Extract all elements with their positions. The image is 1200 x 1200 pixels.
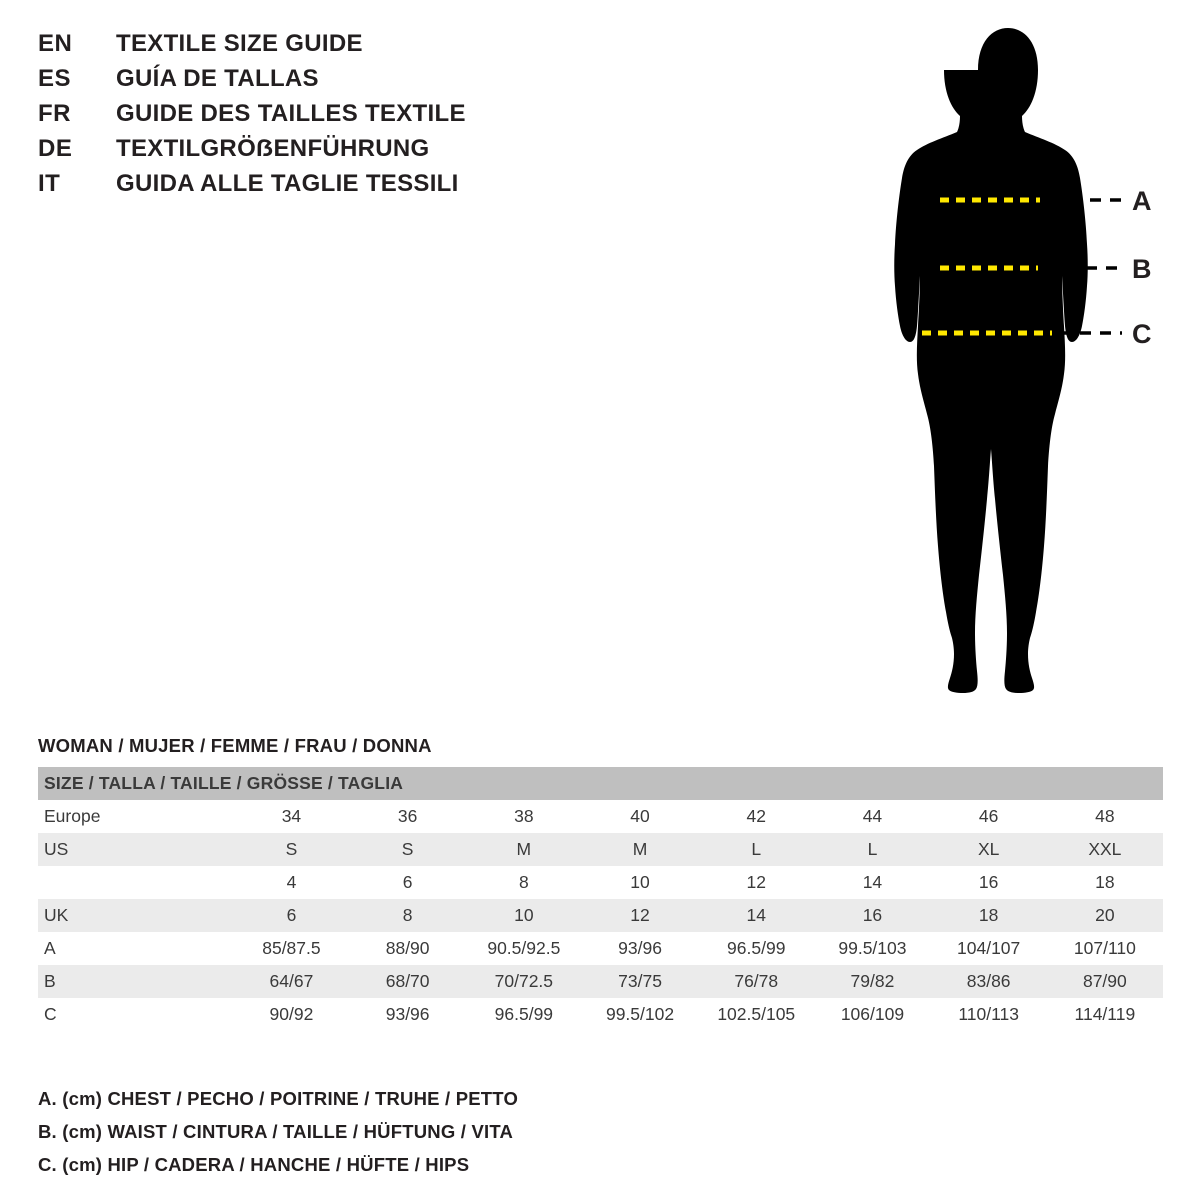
title-block [38, 30, 658, 205]
table-body [38, 800, 1163, 1031]
table-cell: 107/110 [1073, 938, 1136, 958]
title-text-de: TEXTILGRÖẞENFÜHRUNG [116, 135, 430, 162]
size-table [38, 767, 1163, 1031]
table-row [38, 932, 1163, 965]
title-text-fr: GUIDE DES TAILLES TEXTILE [116, 100, 466, 127]
table-cell: L [751, 839, 762, 859]
table-cell: 110/113 [958, 1004, 1019, 1024]
table-cell: 6 [286, 905, 297, 925]
table-row [38, 965, 1163, 998]
table-cell: 12 [630, 905, 650, 925]
table-row [38, 800, 1163, 833]
female-silhouette-icon [894, 28, 1088, 693]
table-cell: 96.5/99 [727, 938, 786, 958]
title-row-it [38, 170, 658, 198]
table-cell: 48 [1095, 806, 1115, 826]
table-cell: 70/72.5 [494, 971, 554, 991]
table-cell: 16 [862, 905, 883, 925]
table-cell: 88/90 [385, 938, 430, 958]
measure-label-a: A [1132, 186, 1152, 216]
table-cell: 18 [1095, 872, 1115, 892]
table-header-label: SIZE / TALLA / TAILLE / GRÖSSE / TAGLIA [44, 773, 404, 793]
title-lang-en: EN [38, 30, 73, 57]
table-cell: 44 [862, 806, 883, 826]
measure-label-b: B [1132, 254, 1152, 284]
table-caption: WOMAN / MUJER / FEMME / FRAU / DONNA [38, 735, 432, 756]
row-label: UK [44, 905, 69, 925]
table-cell: 83/86 [966, 971, 1011, 991]
table-cell: 64/67 [269, 971, 314, 991]
title-lang-it: IT [38, 170, 61, 197]
table-cell: 106/109 [840, 1004, 905, 1024]
table-cell: 104/107 [957, 938, 1021, 958]
table-cell: 42 [746, 806, 766, 826]
table-cell: S [401, 839, 414, 859]
footnote-hip: C. (cm) HIP / CADERA / HANCHE / HÜFTE / HIPS [38, 1154, 470, 1175]
table-cell: 10 [630, 872, 650, 892]
table-cell: 18 [978, 905, 999, 925]
footnote-waist: B. (cm) WAIST / CINTURA / TAILLE / HÜFTUNG / VITA [38, 1121, 514, 1142]
table-cell: 93/96 [385, 1004, 430, 1024]
table-header-row [38, 767, 1163, 800]
table-cell: 99.5/102 [605, 1004, 675, 1024]
table-cell: L [867, 839, 878, 859]
table-cell: XL [977, 839, 1000, 859]
table-cell: 16 [978, 872, 999, 892]
title-row-de [38, 135, 658, 163]
row-label [38, 866, 233, 899]
table-cell: 90/92 [269, 1004, 314, 1024]
row-label: B [44, 971, 56, 991]
measure-label-c: C [1132, 319, 1152, 349]
table-cell: 73/75 [618, 971, 662, 991]
title-text-es: GUÍA DE TALLAS [116, 65, 319, 92]
table-cell: M [516, 839, 532, 859]
table-cell: S [285, 839, 298, 859]
table-cell: 4 [286, 872, 297, 892]
table-cell: 90.5/92.5 [487, 938, 561, 958]
table-cell: M [632, 839, 648, 859]
footnote-chest: A. (cm) CHEST / PECHO / POITRINE / TRUHE / PETTO [38, 1088, 519, 1109]
table-cell: 8 [518, 872, 529, 892]
row-label: Europe [44, 806, 101, 826]
table-cell: 46 [978, 806, 999, 826]
footnotes [38, 1088, 838, 1187]
title-row-fr [38, 100, 658, 128]
table-cell: 114/119 [1074, 1004, 1136, 1024]
table-row [38, 998, 1163, 1031]
table-cell: 14 [862, 872, 883, 892]
table-cell: 93/96 [618, 938, 662, 958]
title-text-en: TEXTILE SIZE GUIDE [116, 30, 363, 57]
title-lang-es: ES [38, 65, 72, 92]
table-cell: 38 [514, 806, 534, 826]
table-cell: 8 [402, 905, 413, 925]
table-cell: 87/90 [1082, 971, 1127, 991]
table-row [38, 899, 1163, 932]
table-cell: 20 [1095, 905, 1115, 925]
title-lang-de: DE [38, 135, 73, 162]
title-row-en [38, 30, 658, 58]
row-label: A [44, 938, 56, 958]
table-cell: 40 [630, 806, 650, 826]
table-cell: 68/70 [385, 971, 430, 991]
table-cell: 85/87.5 [262, 938, 321, 958]
table-cell: 34 [281, 806, 302, 826]
table-cell: 10 [514, 905, 534, 925]
table-cell: 36 [397, 806, 418, 826]
female-body-figure [860, 10, 1190, 750]
table-cell: 102.5/105 [717, 1004, 796, 1024]
title-row-es [38, 65, 658, 93]
row-label: US [44, 839, 69, 859]
row-label: C [44, 1004, 57, 1024]
table-cell: 12 [746, 872, 766, 892]
table-cell: 76/78 [734, 971, 779, 991]
title-text-it: GUIDA ALLE TAGLIE TESSILI [116, 170, 459, 197]
table-cell: 14 [746, 905, 766, 925]
table-cell: 6 [402, 872, 413, 892]
title-lang-fr: FR [38, 100, 71, 127]
table-row [38, 866, 1163, 899]
table-cell: 96.5/99 [494, 1004, 554, 1024]
size-table-section [38, 735, 1163, 1031]
table-row [38, 833, 1163, 866]
table-cell: XXL [1088, 839, 1122, 859]
table-cell: 79/82 [850, 971, 895, 991]
table-cell: 99.5/103 [838, 938, 907, 958]
